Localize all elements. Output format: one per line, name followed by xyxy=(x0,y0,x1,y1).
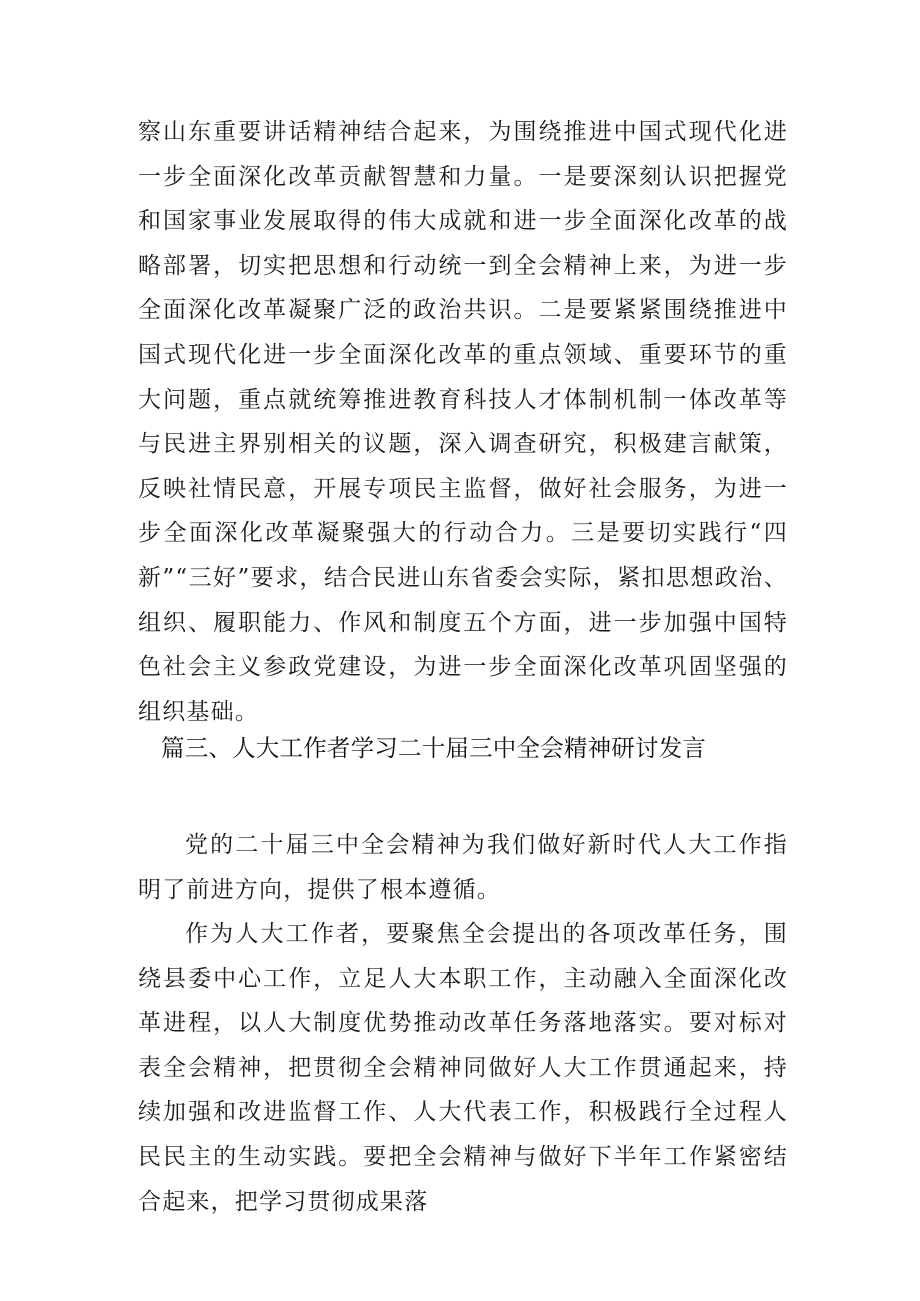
continued-paragraph: 察山东重要讲话精神结合起来，为围绕推进中国式现代化进一步全面深化改革贡献智慧和力量。一是要深刻认识把握党和国家事业发展取得的伟大成就和进一步全面深化改革的战略部署，切实把思想和行动统一到全会精神上来，为进一步全面深化改革凝聚广泛的政治共识。二是要紧紧围绕推进中国式现代化进一步全面深化改革的重点领域、重要环节的重大问题，重点就统筹推进教育科技人才体制机制一体改革等与民进主界别相关的议题，深入调查研究，积极建言献策，反映社情民意，开展专项民主监督，做好社会服务，为进一步全面深化改革凝聚强大的行动合力。三是要切实践行“四新”“三好”要求，结合民进山东省委会实际，紧扣思想政治、组织、履职能力、作风和制度五个方面，进一步加强中国特色社会主义参政党建设，为进一步全面深化改革巩固坚强的组织基础。 xyxy=(138,119,788,725)
section-heading: 篇三、人大工作者学习二十届三中全会精神研讨发言 xyxy=(161,734,707,762)
body-paragraph-1: 党的二十届三中全会精神为我们做好新时代人大工作指明了前进方向，提供了根本遵循。 xyxy=(138,832,788,903)
body-paragraph-2: 作为人大工作者，要聚焦全会提出的各项改革任务，围绕县委中心工作，立足人大本职工作，主动融入全面深化改革进程，以人大制度优势推动改革任务落地落实。要对标对表全会精神，把贯彻全会精神同做好人大工作贯通起来，持续加强和改进监督工作、人大代表工作，积极践行全过程人民民主的生动实践。要把全会精神与做好下半年工作紧密结合起来，把学习贯彻成果落 xyxy=(138,921,788,1215)
